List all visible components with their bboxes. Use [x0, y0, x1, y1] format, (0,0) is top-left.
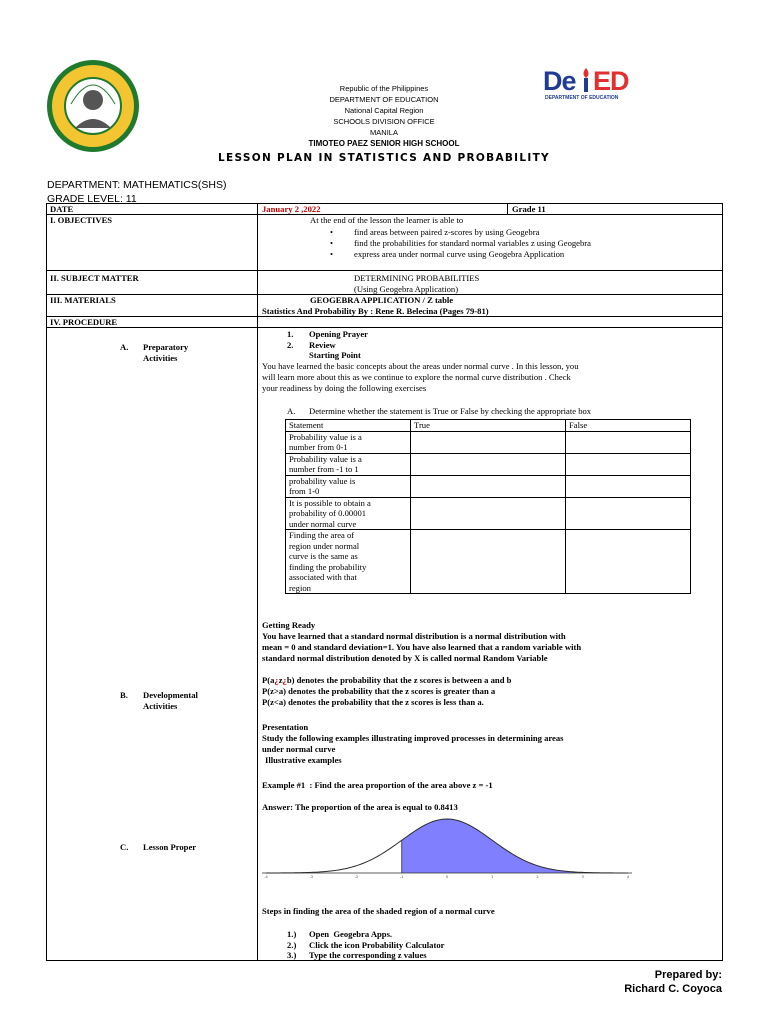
tf-header-row	[286, 420, 691, 432]
procedure-label: IV. PROCEDURE	[50, 317, 118, 327]
tf-statement-line: number from 0-1	[289, 442, 348, 452]
x-tick-label: 1	[491, 875, 494, 879]
steps-heading: Steps in finding the area of the shaded region of a normal curve	[262, 906, 495, 916]
example-1: Example #1 : Find the area proportion of the area above z = -1	[262, 780, 493, 790]
tf-header-true: True	[411, 420, 566, 432]
row-divider-procedure	[46, 327, 723, 328]
prep-item-number: 2.	[287, 340, 294, 350]
section-b-letter: B.	[120, 690, 128, 700]
tf-row	[286, 431, 691, 453]
tf-statement-line: from 1-0	[289, 486, 320, 496]
x-tick-label: 2	[536, 875, 539, 879]
tf-statement-line: Probability value is a	[289, 453, 362, 464]
answer-1: Answer: The proportion of the area is equal to 0.8413	[262, 802, 458, 812]
getting-ready-line: standard normal distribution denoted by X is called normal Random Variable	[262, 653, 548, 663]
tf-false-checkbox[interactable]	[566, 431, 691, 453]
tf-row	[286, 497, 691, 530]
tf-false-checkbox[interactable]	[566, 530, 691, 594]
presentation-line: under normal curve	[262, 744, 336, 754]
tf-row	[286, 453, 691, 475]
section-a-letter: A.	[120, 342, 129, 352]
tf-statement-line: probability of 0.00001	[289, 508, 367, 518]
tf-statement-line: associated with that	[289, 572, 357, 582]
x-axis-ticks	[264, 875, 630, 879]
step-number: 3.)	[287, 950, 297, 960]
step-text: Open Geogebra Apps.	[309, 929, 393, 939]
x-tick-label: 4	[626, 875, 630, 879]
page-title: LESSON PLAN IN STATISTICS AND PROBABILITY	[218, 152, 550, 164]
presentation-heading: Presentation	[262, 722, 309, 732]
date-label: DATE	[50, 204, 74, 214]
exercise-letter: A.	[287, 406, 296, 416]
x-tick-label: -1	[400, 875, 404, 879]
tf-statement-line: curve is the same as	[289, 551, 358, 561]
starting-point-heading: Starting Point	[309, 350, 361, 360]
grade-value: Grade 11	[512, 204, 546, 214]
date-value: January 2 ,2022	[262, 204, 321, 214]
section-a-title: Preparatory	[143, 342, 189, 352]
header-department: DEPARTMENT OF EDUCATION	[329, 95, 439, 104]
tf-statement-line: Probability value is a	[289, 431, 362, 442]
header-republic: Republic of the Philippines	[339, 84, 429, 93]
probability-between	[262, 675, 511, 686]
deped-logo-ed: ED	[593, 66, 629, 96]
presentation-line: Study the following examples illustrating improved processes in determining areas	[262, 733, 564, 743]
unknown-glyph: ¿	[282, 675, 287, 685]
objective-bullet-2: •	[330, 238, 334, 248]
objectives-label: I. OBJECTIVES	[50, 215, 113, 225]
objective-item: express area under normal curve using Geogebra Application	[354, 249, 565, 259]
illustrative-examples: Illustrative examples	[265, 755, 342, 765]
tf-statement-line: under normal curve	[289, 518, 357, 529]
unknown-glyph: ¿	[274, 675, 279, 685]
section-c-letter: C.	[120, 842, 129, 852]
materials-label: III. MATERIALS	[50, 295, 116, 305]
tf-statement-line: region	[289, 582, 311, 593]
getting-ready-line: mean = 0 and standard deviation=1. You have also learned that a random variable with	[262, 642, 582, 652]
intro-line: will learn more about this as we continue to explore the normal curve distribution . Check	[262, 372, 571, 382]
probability-between-post: b) denotes the probability that the z scores is between a and b	[286, 675, 512, 685]
step-number: 1.)	[287, 929, 297, 939]
tf-false-checkbox[interactable]	[566, 453, 691, 475]
objective-item: find the probabilities for standard normal variables z using Geogebra	[354, 238, 591, 248]
true-false-table	[285, 419, 691, 594]
x-tick-label: -3	[309, 875, 313, 879]
tf-statement-line: It is possible to obtain a	[289, 497, 371, 508]
subject-matter-label: II. SUBJECT MATTER	[50, 273, 139, 283]
grade-level-label: GRADE LEVEL: 11	[47, 193, 137, 205]
section-b-title: Developmental	[143, 690, 198, 700]
prep-item-number: 1.	[287, 329, 294, 339]
step-text: Click the icon Probability Calculator	[309, 940, 445, 950]
x-tick-label: 3	[581, 875, 584, 879]
intro-line: your readiness by doing the following exercises	[262, 383, 427, 393]
tf-statement-line: number from -1 to 1	[289, 464, 359, 474]
tf-header-false: False	[566, 420, 691, 432]
tf-true-checkbox[interactable]	[411, 453, 566, 475]
getting-ready-heading: Getting Ready	[262, 620, 316, 630]
col-divider-grade	[507, 203, 508, 215]
intro-line: You have learned the basic concepts about the areas under normal curve . In this lesson, you	[262, 361, 579, 371]
prepared-by-label: Prepared by:	[654, 969, 722, 981]
normal-curve-chart	[262, 815, 632, 880]
probability-less: P(z<a) denotes the probability that the z scores is less than a.	[262, 697, 484, 707]
materials-line-2: Statistics And Probability By : Rene R. Belecina (Pages 79-81)	[262, 306, 489, 316]
tf-false-checkbox[interactable]	[566, 475, 691, 497]
prep-item-text: Opening Prayer	[309, 329, 368, 339]
prep-item-text: Review	[309, 340, 336, 350]
exercise-instruction: Determine whether the statement is True or False by checking the appropriate box	[309, 406, 592, 416]
step-text: Type the corresponding z values	[309, 950, 427, 960]
probability-between-mid: z	[278, 675, 283, 685]
tf-statement-line: Finding the area of	[289, 530, 355, 540]
prepared-by-name: Richard C. Coyoca	[624, 983, 722, 995]
section-c-title: Lesson Proper	[143, 842, 197, 852]
getting-ready-line: You have learned that a standard normal distribution is a normal distribution with	[262, 631, 566, 641]
tf-true-checkbox[interactable]	[411, 475, 566, 497]
tf-header-statement: Statement	[286, 420, 411, 432]
subject-line-2: (Using Geogebra Application)	[354, 284, 459, 294]
shaded-area	[402, 819, 628, 873]
objective-bullet-3: •	[330, 249, 334, 259]
probability-between-pre: P(a	[262, 675, 275, 685]
tf-true-checkbox[interactable]	[411, 497, 566, 530]
tf-statement-line: region under normal	[289, 540, 360, 551]
header-region: National Capital Region	[344, 106, 424, 115]
header-school: TIMOTEO PAEZ SENIOR HIGH SCHOOL	[308, 139, 460, 148]
section-a-title: Activities	[143, 353, 178, 363]
row-divider-objectives	[46, 270, 723, 271]
x-tick-label: 0	[445, 875, 449, 879]
deped-logo-subtitle: DEPARTMENT OF EDUCATION	[545, 95, 619, 101]
x-tick-label: -2	[354, 875, 359, 879]
tf-true-checkbox[interactable]	[411, 431, 566, 453]
materials-line-1: GEOGEBRA APPLICATION / Z table	[310, 295, 454, 305]
objective-item: find areas between paired z-scores by using Geogebra	[354, 227, 540, 237]
tf-statement-line: finding the probability	[289, 561, 367, 572]
x-tick-label: -4	[264, 875, 268, 879]
header-division: SCHOOLS DIVISION OFFICE	[333, 117, 435, 126]
objectives-intro: At the end of the lesson the learner is able to	[310, 215, 464, 225]
tf-statement-line: probability value is	[289, 475, 356, 486]
col-divider-main	[257, 203, 258, 960]
tf-false-checkbox[interactable]	[566, 497, 691, 530]
tf-row	[286, 530, 691, 594]
step-number: 2.)	[287, 940, 297, 950]
section-b-title: Activities	[143, 701, 178, 711]
objective-bullet-1: •	[330, 227, 334, 237]
department-label: DEPARTMENT: MATHEMATICS(SHS)	[47, 179, 227, 191]
header-city: MANILA	[370, 128, 398, 137]
tf-row	[286, 475, 691, 497]
tf-true-checkbox[interactable]	[411, 530, 566, 594]
deped-logo-de: De	[543, 66, 576, 96]
subject-line-1: DETERMINING PROBABILITIES	[354, 273, 480, 283]
probability-greater: P(z>a) denotes the probability that the z scores is greater than a	[262, 686, 496, 696]
